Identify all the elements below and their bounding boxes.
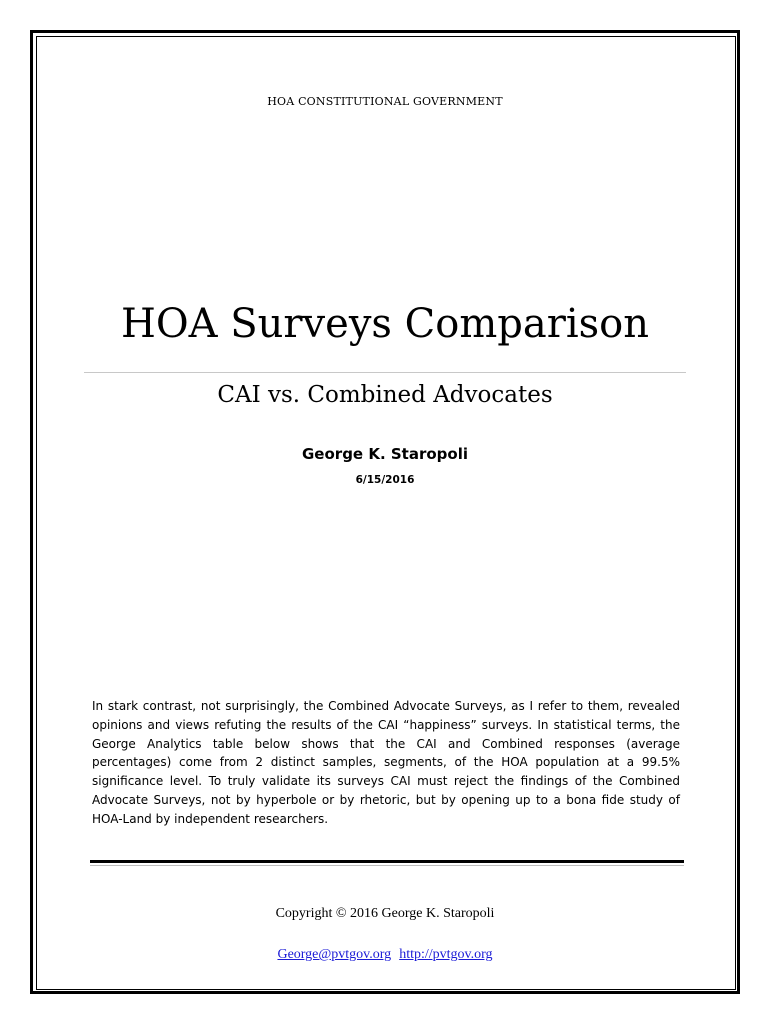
footer-divider: [90, 860, 684, 863]
header-organization: HOA CONSTITUTIONAL GOVERNMENT: [267, 95, 503, 108]
footer-divider-shadow: [90, 865, 684, 866]
title-divider: [84, 372, 686, 373]
document-title: HOA Surveys Comparison: [120, 301, 650, 347]
website-link[interactable]: http://pvtgov.org: [399, 947, 493, 962]
email-link[interactable]: George@pvtgov.org: [277, 947, 392, 962]
author-name: George K. Staropoli: [302, 445, 468, 463]
document-subtitle: CAI vs. Combined Advocates: [217, 382, 553, 408]
page-border-inner: [36, 36, 736, 990]
copyright-notice: Copyright © 2016 George K. Staropoli: [275, 906, 495, 921]
publication-date: 6/15/2016: [355, 474, 415, 486]
intro-paragraph: In stark contrast, not surprisingly, the Combined Advocate Surveys, as I refer to them, revealed opinions and views refuting the results of the CAI “happiness” surveys. In statistical terms, the George Analytics table below shows that the CAI and Combined responses (average percentages) come from 2 distinct samples, segments, of the HOA population at a 99.5% significance level. To truly validate its surveys CAI must reject the findings of the Combined Advocate Surveys, not by hyperbole or by rhetoric, but by opening up to a bona fide study of HOA-Land by independent researchers.: [92, 699, 680, 826]
contact-links: [0, 947, 770, 963]
